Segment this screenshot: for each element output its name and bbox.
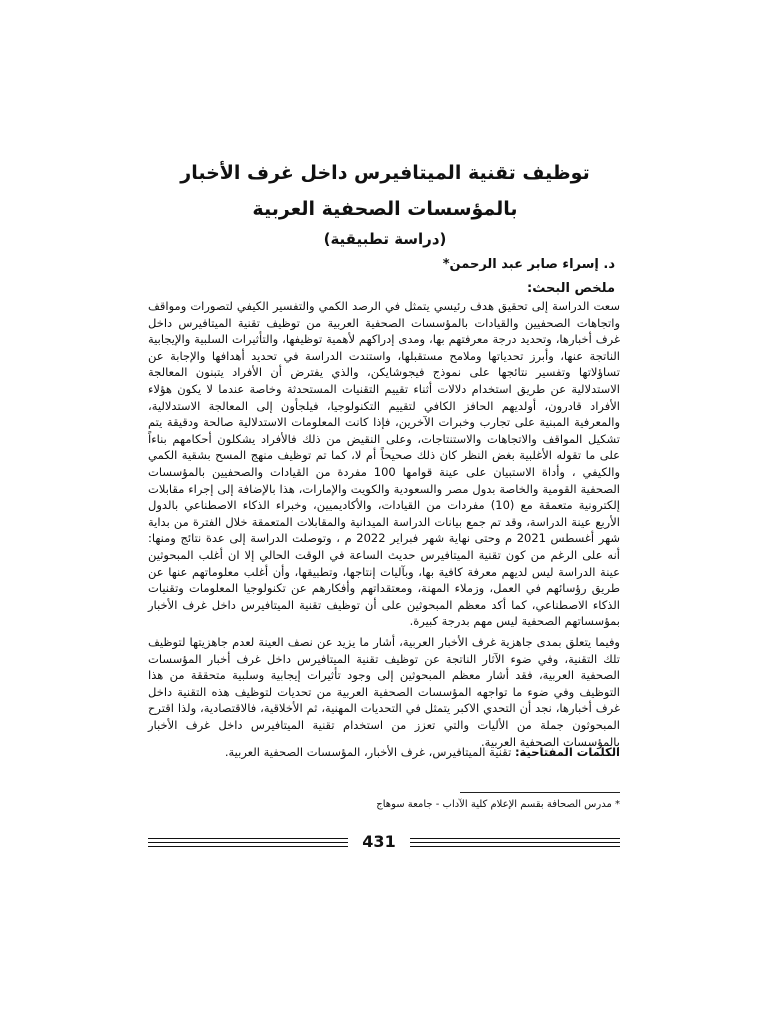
keywords-text: تقنية الميتافيرس، غرف الأخبار، المؤسسات الصحفية العربية. — [224, 745, 512, 759]
keywords-label: الكلمات المفتاحية: — [514, 745, 620, 759]
paper-subtitle: (دراسة تطبيقية) — [323, 230, 447, 248]
paper-title-line-2: بالمؤسسات الصحفية العربية — [252, 198, 518, 220]
page-rule-right — [410, 836, 620, 848]
paper-title-line-1: توظيف تقنية الميتافيرس داخل غرف الأخبار — [180, 162, 590, 184]
footnote-separator — [460, 792, 620, 793]
author-name: د. إسراء صابر عبد الرحمن* — [442, 257, 615, 272]
author-footnote: * مدرس الصحافة بقسم الإعلام كلية الآداب - جامعة سوهاج — [376, 799, 620, 810]
page-rule-left — [148, 836, 348, 848]
keywords-line — [148, 744, 620, 761]
page-number: 431 — [362, 832, 396, 851]
abstract-paragraph-2: وفيما يتعلق بمدى جاهزية غرف الأخبار العربية، أشار ما يزيد عن نصف العينة لعدم جاهزيتها لتوظيف تلك التقنية، وفي ضوء الآثار الناتجة عن توظيف تقنية الميتافيرس داخل غرف أخبار المؤسسات الصحفية العربية، فقد أشار معظم المبحوثين إلى وجود تأثيرات إيجابية وسلبية متحققة من هذا التوظيف وفي ضوء ما تواجهه المؤسسات الصحفية العربية من تحديات لتوظيف هذه التقنية داخل غرف أخبارها، نجد أن التحدي الاكبر يتمثل في التحديات المهنية، ثم الأخلاقية، فالاقتصادية، ولذا اقترح المبحوثون جملة من الأليات والتي تعزز من استخدام تقنية الميتافيرس داخل غرف الأخبار بالمؤسسات الصحفية العربية. — [148, 635, 620, 749]
abstract-paragraph-1: سعت الدراسة إلى تحقيق هدف رئيسي يتمثل في الرصد الكمي والتفسير الكيفي لتصورات ومواقف واتجاهات الصحفيين والقيادات بالمؤسسات الصحفية العربية من توظيف تقنية الميتافيرس داخل غرف أخبارها، وتحديد درجة معرفتهم بها، ومدى إدراكهم لأهمية توظيفها، والتأثيرات السلبية والإيجابية الناتجة عنها، وأبرز تحدياتها وملامح مستقبلها، واستندت الدراسة في تحديد أهدافها والإجابة عن تساؤلاتها وتفسير نتائجها على نموذج فيجوشايكن، والذي يفترض أن الأفراد يتبنون المعالجة الاستدلالية عن طريق استخدام دلالات أثناء تقييم التقنيات المستحدثة وخاصة عندما لا يكون هؤلاء الأفراد قادرون، أولديهم الحافز الكافي لتقييم التكنولوجيا، فيلجأون إلى المعالجة الاستدلالية، والمعرفية المبنية على تجارب وخبرات الآخرين، فإذا كانت المعلومات الاستدلالية صالحة ودقيقة يتم تشكيل المواقف والاتجاهات والاستنتاجات، وعلى النقيض من ذلك فالأفراد يشكلون أحكامهم بناءاً على ما تقوله الأغلبية بغض النظر كان ذلك صحيحاً أم لا، كما تم توظيف منهج المسح بشقية الكمي والكيفي ، وأداة الاستبيان على عينة قوامها 100 مفردة من القيادات والصحفيين بالمؤسسات الصحفية القومية والخاصة بدول مصر والسعودية والكويت والإمارات، هذا بالإضافة إلى إجراء مقابلات إلكترونية متعمقة مع (10) مفردات من القيادات، والأكاديميين، وخبراء الذكاء الاصطناعي بالدول الأربع عينة الدراسة، وقد تم جمع بيانات الدراسة الميدانية والمقابلات المتعمقة خلال الفترة من بداية شهر أغسطس 2021 م وحتى نهاية شهر فبراير 2022 م ، وتوصلت الدراسة إلى عدة نتائج ومنها: أنه على الرغم من كون تقنية الميتافيرس حديث الساعة في الوقت الحالي إلا ان أغلب المبحوثين عينة الدراسة ليس لديهم معرفة كافية بها، وبآليات إنتاجها، وتطبيقها، وأن أغلب معلوماتهم عنها عن طريق رؤسائهم في العمل، وزملاء المهنة، ومعتقداتهم وأفكارهم عن تكنولوجيا المعلومات وتقنيات الذكاء الاصطناعي، كما أكد معظم المبحوثين على أن توظيف تقنية الميتافيرس داخل غرف الأخبار بمؤسساتهم الصحفية ليس مهم بدرجة كبيرة. — [148, 299, 620, 629]
abstract-heading: ملخص البحث: — [527, 281, 615, 296]
